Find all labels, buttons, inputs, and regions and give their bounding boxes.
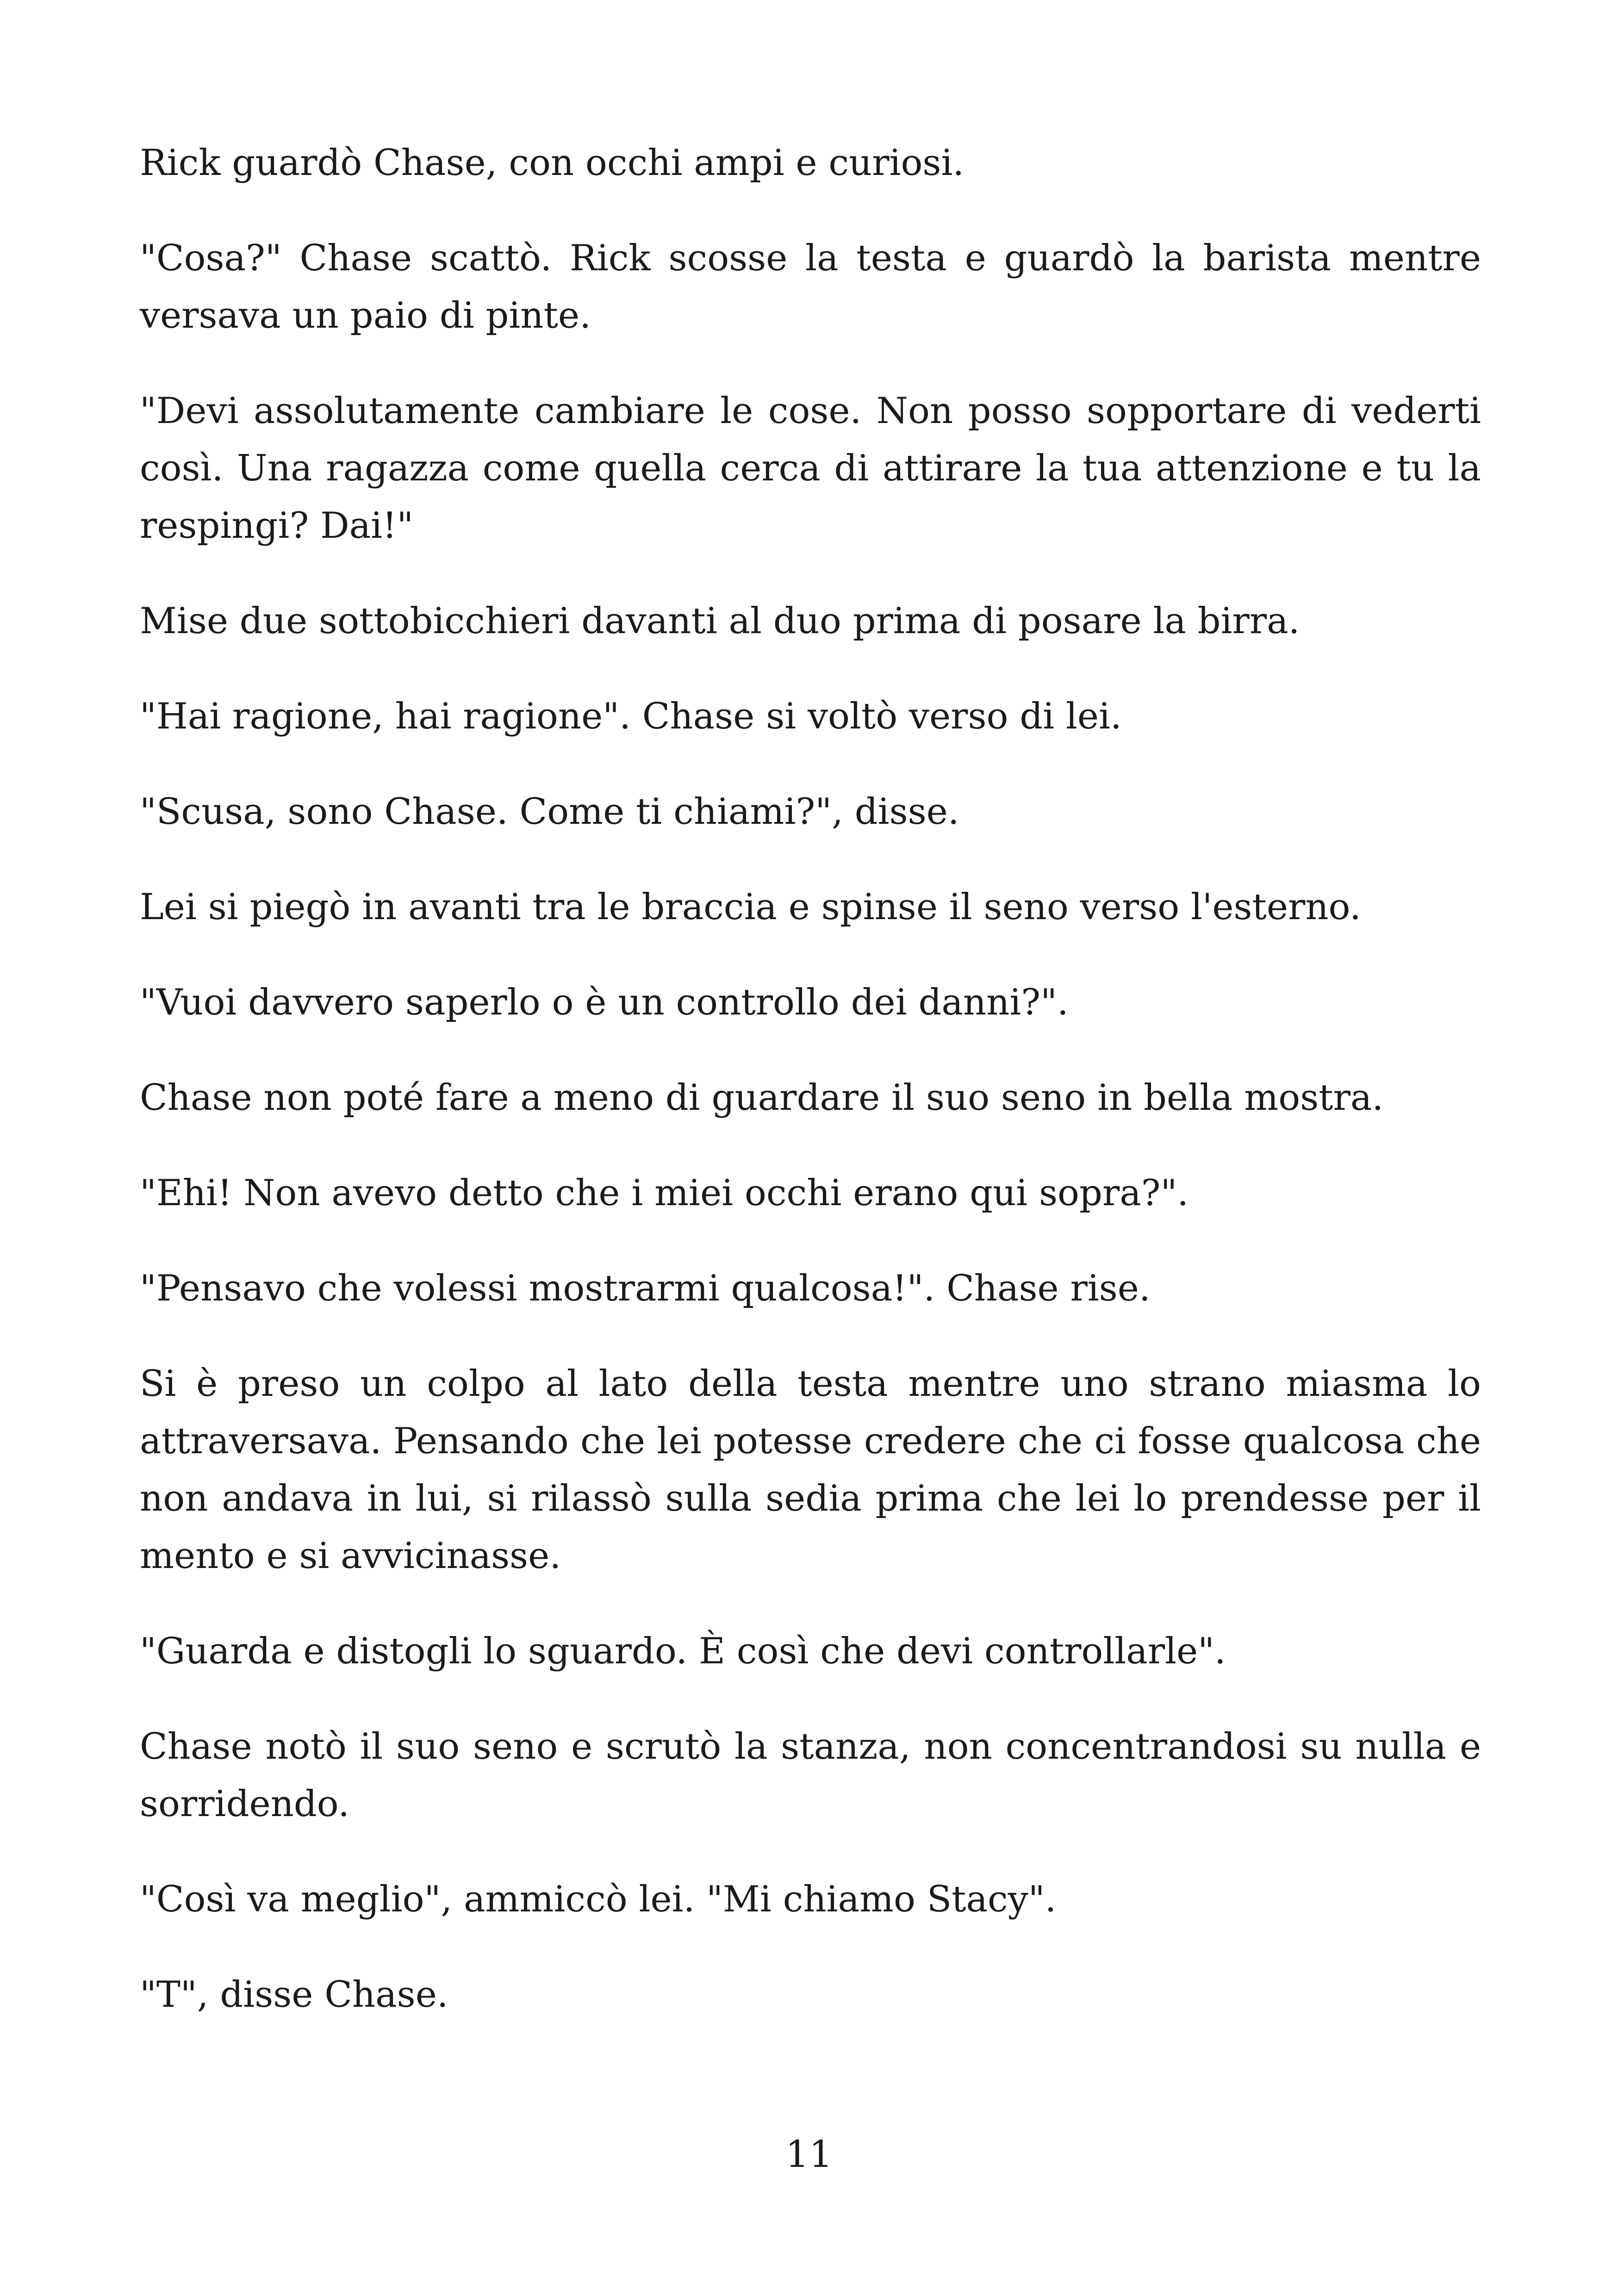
paragraph: Lei si piegò in avanti tra le braccia e spinse il seno verso l'esterno. xyxy=(140,886,1361,928)
paragraph: "Cosa?" Chase scattò. Rick scosse la testa e guardò la barista mentre versava un paio di pinte. xyxy=(140,237,1481,336)
paragraph: Mise due sottobicchieri davanti al duo prima di posare la birra. xyxy=(140,600,1300,642)
paragraph: "Devi assolutamente cambiare le cose. Non posso sopportare di vederti così. Una ragazza come quella cerca di attirare la tua attenzione e tu la respingi? Dai!" xyxy=(140,390,1481,547)
paragraph: Rick guardò Chase, con occhi ampi e curiosi. xyxy=(140,142,965,184)
paragraph: Chase non poté fare a meno di guardare il suo seno in bella mostra. xyxy=(140,1077,1384,1119)
paragraph: "Hai ragione, hai ragione". Chase si voltò verso di lei. xyxy=(140,696,1122,737)
paragraph: "T", disse Chase. xyxy=(140,1974,448,2016)
paragraph: Chase notò il suo seno e scrutò la stanza, non concentrandosi su nulla e sorridendo. xyxy=(140,1726,1481,1825)
paragraph: "Ehi! Non avevo detto che i miei occhi erano qui sopra?". xyxy=(140,1172,1189,1214)
page-number: 11 xyxy=(785,2133,833,2176)
paragraph: "Scusa, sono Chase. Come ti chiami?", disse. xyxy=(140,791,959,833)
paragraph: "Così va meglio", ammiccò lei. "Mi chiamo Stacy". xyxy=(140,1879,1057,1920)
body-text xyxy=(140,134,1481,2061)
paragraph: "Guarda e distogli lo sguardo. È così che devi controllarle". xyxy=(140,1630,1226,1672)
paragraph: Si è preso un colpo al lato della testa mentre uno strano miasma lo attraversava. Pensando che lei potesse credere che ci fosse qualcosa che non andava in lui, si rilassò sulla sedia prima che lei lo prendesse per il mento e si avvicinasse. xyxy=(140,1363,1481,1577)
paragraph: "Pensavo che volessi mostrarmi qualcosa!". Chase rise. xyxy=(140,1268,1151,1309)
paragraph: "Vuoi davvero saperlo o è un controllo dei danni?". xyxy=(140,982,1069,1023)
